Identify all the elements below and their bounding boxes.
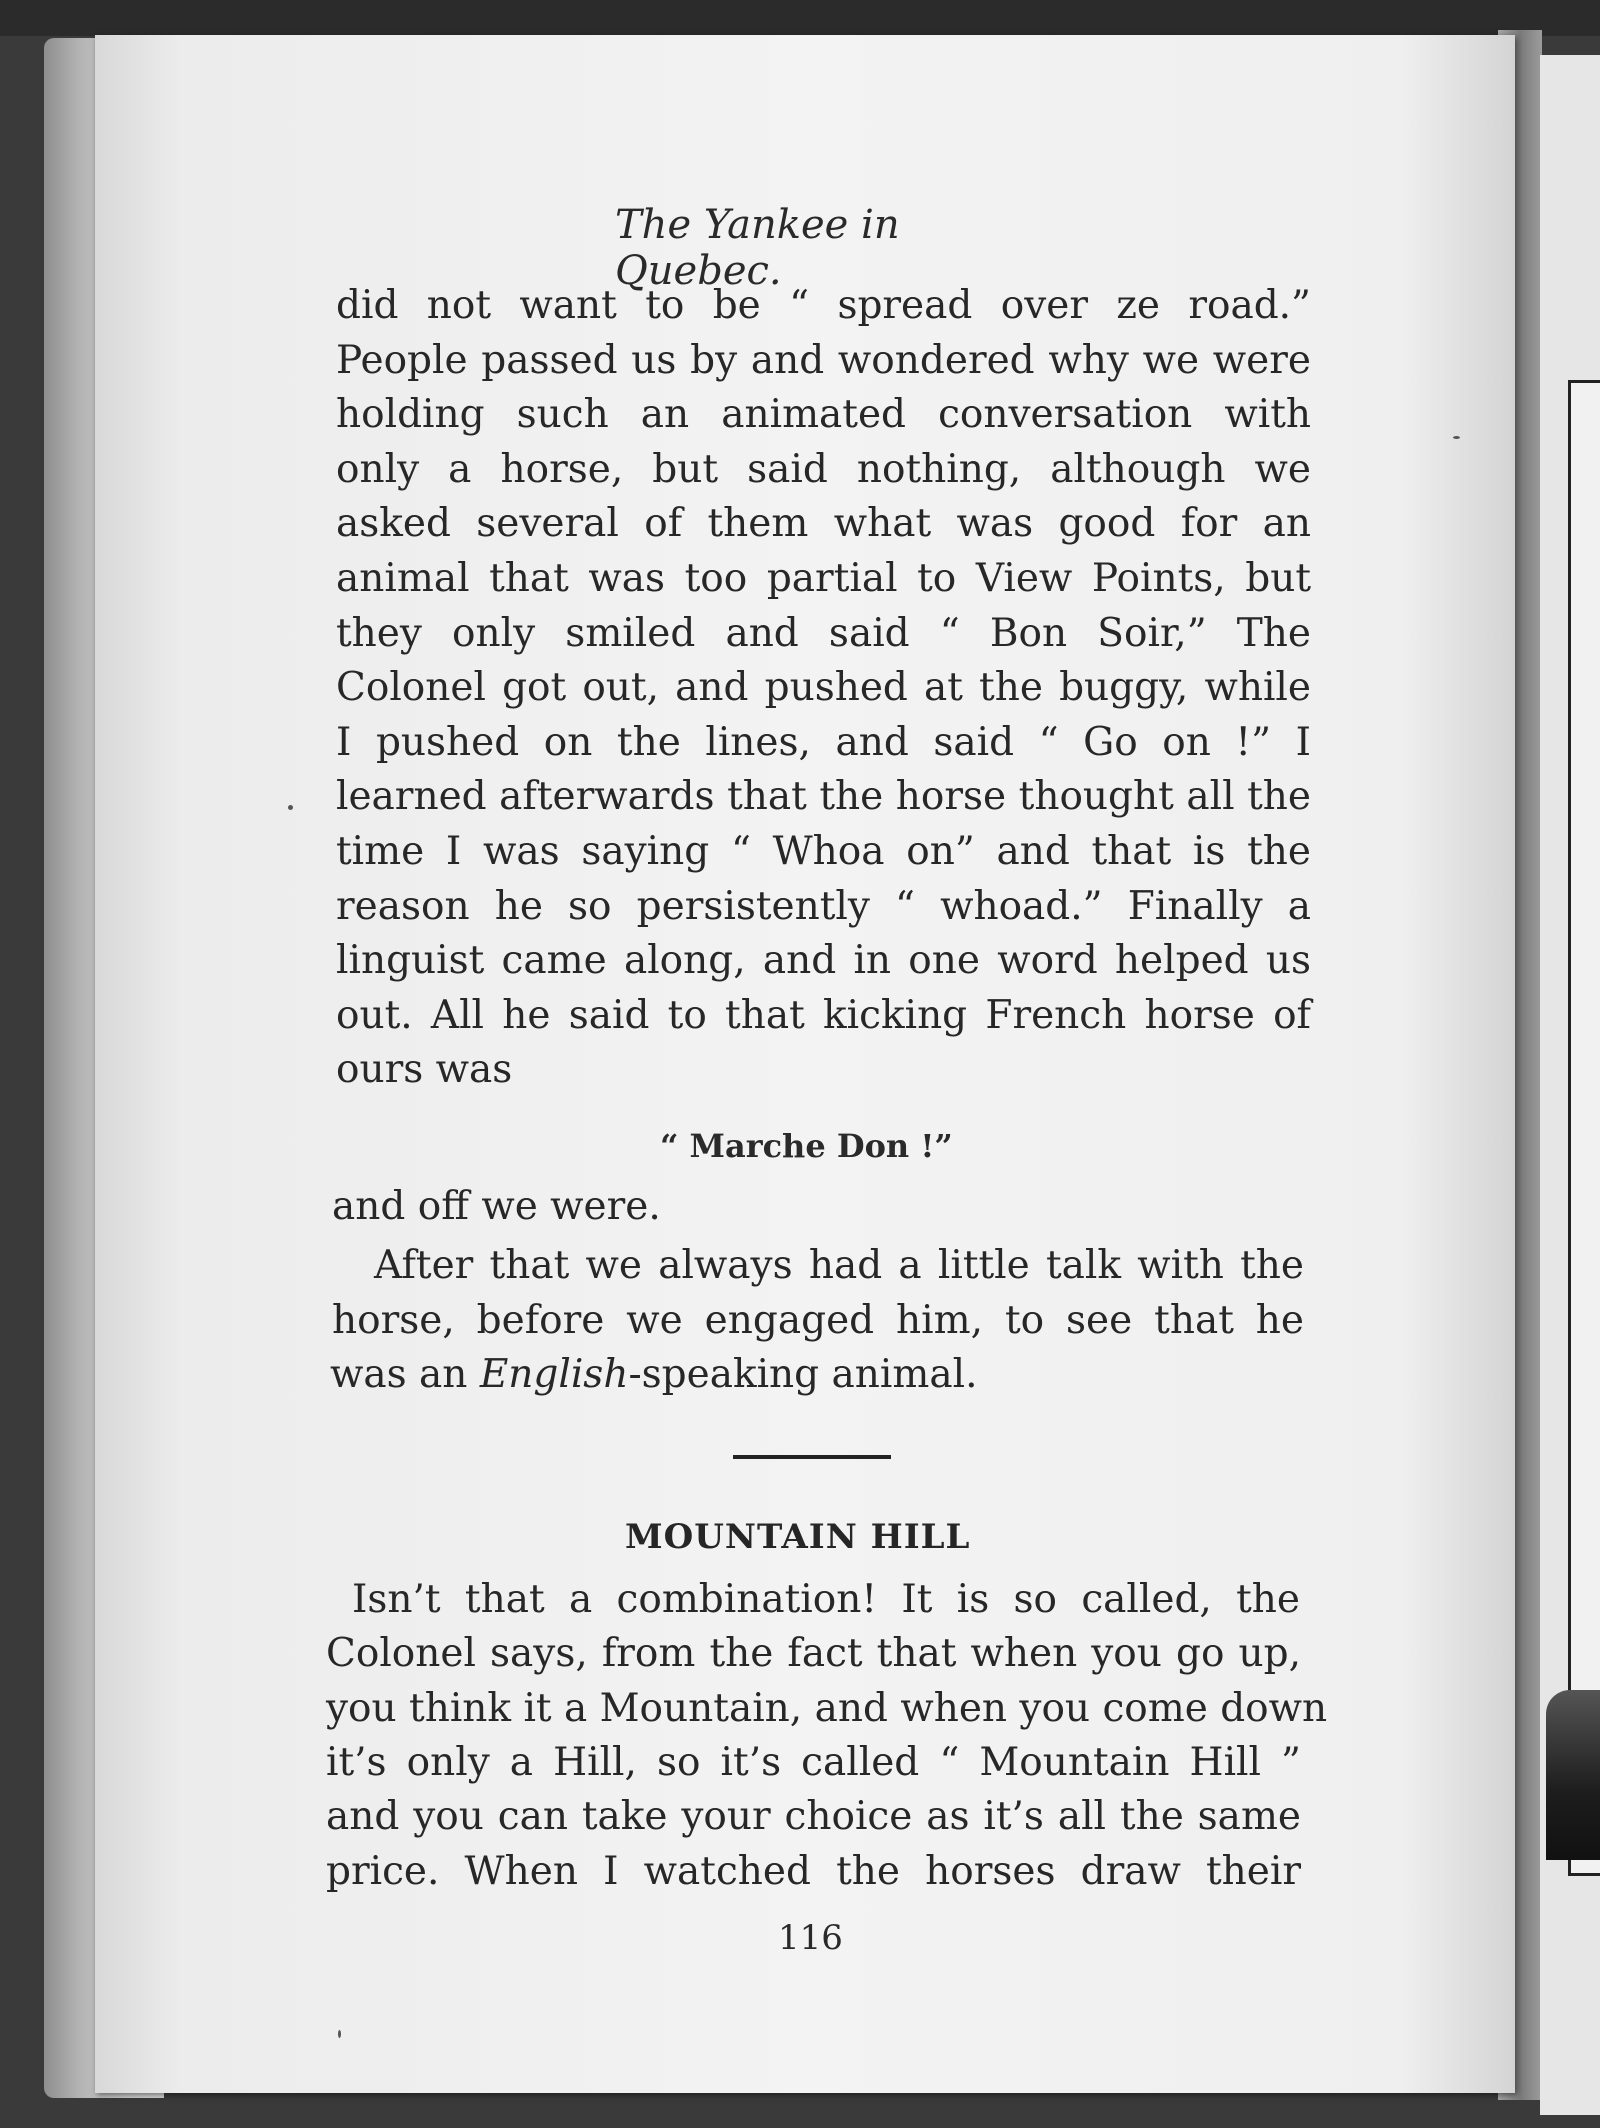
text-line: horse, before we engaged him, to see that he	[332, 1297, 1304, 1343]
page-number: 116	[778, 1918, 843, 1958]
facing-plate-border	[1568, 380, 1600, 1876]
text-line: Isn’t that a combination! It is so called, the	[352, 1577, 1300, 1622]
section-divider	[733, 1455, 891, 1459]
text-line: Colonel says, from the fact that when you go up,	[326, 1631, 1301, 1677]
text-line: price. When I watched the horses draw their	[326, 1848, 1301, 1894]
paragraph-2-last-before: was an	[330, 1352, 480, 1397]
paragraph-2-last-after: -speaking animal.	[628, 1352, 978, 1397]
text-line: asked several of them what was good for an	[336, 501, 1311, 547]
text-line: out. All he said to that kicking French horse of	[336, 992, 1311, 1038]
paragraph-2-last-line	[330, 1352, 1030, 1397]
facing-plate-image	[1546, 1690, 1600, 1860]
text-line: only a horse, but said nothing, although we	[336, 446, 1311, 492]
text-line: reason he so persistently “ whoad.” Finally a	[336, 883, 1311, 929]
text-line: did not want to be “ spread over ze road.”	[336, 283, 1311, 328]
paper-speck	[338, 2030, 341, 2038]
text-line: they only smiled and said “ Bon Soir,” The	[336, 610, 1311, 656]
text-line: People passed us by and wondered why we were	[336, 337, 1311, 383]
text-line: animal that was too partial to View Points, but	[336, 556, 1311, 601]
text-line: and you can take your choice as it’s all the same	[326, 1794, 1301, 1840]
paper-speck	[288, 805, 293, 810]
text-line: ours was	[336, 1047, 513, 1093]
section-heading: MOUNTAIN HILL	[625, 1517, 971, 1557]
text-line: time I was saying “ Whoa on” and that is the	[336, 829, 1311, 874]
text-line: holding such an animated conversation with	[336, 392, 1311, 438]
text-line: After that we always had a little talk with the	[374, 1243, 1304, 1288]
centered-quote: “ Marche Don !”	[660, 1127, 953, 1165]
text-line: I pushed on the lines, and said “ Go on !” I	[336, 719, 1311, 765]
text-line: it’s only a Hill, so it’s called “ Mountain Hill ”	[326, 1739, 1301, 1785]
scan-background-strip	[0, 0, 1600, 36]
after-quote-line: and off we were.	[332, 1184, 661, 1229]
text-line: you think it a Mountain, and when you come down	[326, 1685, 1328, 1731]
text-line: Colonel got out, and pushed at the buggy, while	[336, 665, 1311, 711]
running-header: The Yankee in Quebec.	[615, 202, 900, 294]
text-line: linguist came along, and in one word helped us	[336, 938, 1311, 984]
paper-speck	[1453, 436, 1460, 439]
text-line: learned afterwards that the horse thought all the	[336, 774, 1311, 820]
emphasis-english: English	[479, 1352, 629, 1397]
